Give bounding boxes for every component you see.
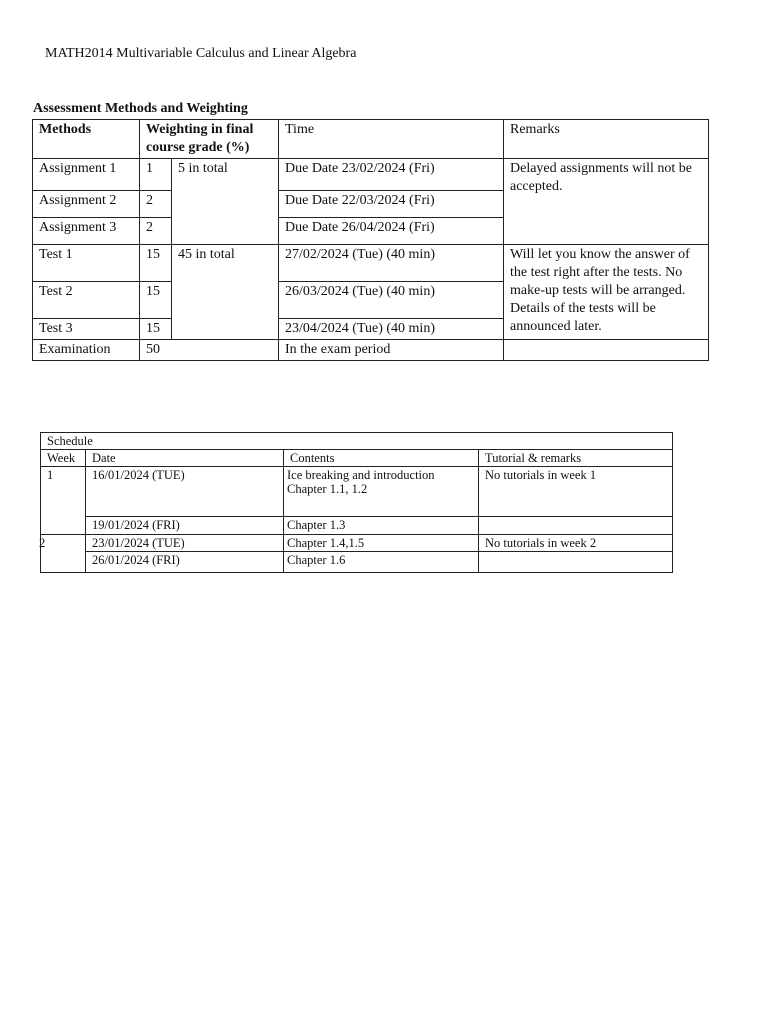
table-row — [33, 245, 709, 282]
week-cell: 1 — [41, 467, 86, 535]
tests-total-cell: 45 in total — [172, 245, 279, 340]
schedule-header-row — [41, 450, 673, 467]
method-cell: Assignment 3 — [33, 218, 140, 245]
contents-cell: Chapter 1.6 — [284, 552, 479, 573]
time-cell: 23/04/2024 (Tue) (40 min) — [279, 319, 504, 340]
time-cell: Due Date 22/03/2024 (Fri) — [279, 191, 504, 218]
assessment-header-row — [33, 120, 709, 159]
date-cell: 26/01/2024 (FRI) — [86, 552, 284, 573]
tutorial-cell — [479, 517, 673, 535]
weight-cell: 15 — [140, 245, 172, 282]
contents-cell — [284, 467, 479, 517]
date-header: Date — [86, 450, 284, 467]
method-cell: Examination — [33, 340, 140, 361]
assignments-total-cell: 5 in total — [172, 159, 279, 245]
date-cell: 19/01/2024 (FRI) — [86, 517, 284, 535]
method-cell: Test 2 — [33, 282, 140, 319]
schedule-title: Schedule — [41, 433, 673, 450]
table-row — [41, 535, 673, 552]
weighting-header: Weighting in final course grade (%) — [140, 120, 279, 159]
method-cell: Assignment 1 — [33, 159, 140, 191]
table-row — [33, 340, 709, 361]
remarks-cell — [504, 340, 709, 361]
table-row — [41, 467, 673, 517]
weight-cell: 2 — [140, 191, 172, 218]
tests-remark-cell: Will let you know the answer of the test right after the tests. No make-up tests will be arranged. Details of the tests will be announced later. — [504, 245, 709, 340]
weight-cell: 15 — [140, 282, 172, 319]
schedule-title-row — [41, 433, 673, 450]
methods-header: Methods — [33, 120, 140, 159]
course-title: MATH2014 Multivariable Calculus and Linear Algebra — [45, 46, 357, 61]
time-cell: Due Date 23/02/2024 (Fri) — [279, 159, 504, 191]
weight-cell: 15 — [140, 319, 172, 340]
time-cell: 26/03/2024 (Tue) (40 min) — [279, 282, 504, 319]
tutorial-header: Tutorial & remarks — [479, 450, 673, 467]
week-number: 2 — [39, 536, 46, 550]
table-row — [33, 159, 709, 191]
date-cell: 23/01/2024 (TUE) — [86, 535, 284, 552]
table-row — [41, 552, 673, 573]
contents-line: Chapter 1.1, 1.2 — [287, 482, 368, 496]
contents-line: Ice breaking and introduction — [287, 468, 435, 482]
remarks-header: Remarks — [504, 120, 709, 159]
schedule-table — [40, 432, 673, 573]
method-cell: Assignment 2 — [33, 191, 140, 218]
method-cell: Test 1 — [33, 245, 140, 282]
week-header: Week — [41, 450, 86, 467]
time-header: Time — [279, 120, 504, 159]
date-cell: 16/01/2024 (TUE) — [86, 467, 284, 517]
weight-cell: 2 — [140, 218, 172, 245]
time-cell: 27/02/2024 (Tue) (40 min) — [279, 245, 504, 282]
weight-cell: 1 — [140, 159, 172, 191]
contents-cell: Chapter 1.3 — [284, 517, 479, 535]
table-row — [41, 517, 673, 535]
tutorial-cell: No tutorials in week 2 — [479, 535, 673, 552]
assignments-remark-cell: Delayed assignments will not be accepted. — [504, 159, 709, 245]
tutorial-cell: No tutorials in week 1 — [479, 467, 673, 517]
time-cell: Due Date 26/04/2024 (Fri) — [279, 218, 504, 245]
contents-header: Contents — [284, 450, 479, 467]
weight-cell: 50 — [140, 340, 279, 361]
tutorial-cell — [479, 552, 673, 573]
time-cell: In the exam period — [279, 340, 504, 361]
assessment-heading: Assessment Methods and Weighting — [33, 101, 248, 116]
method-cell: Test 3 — [33, 319, 140, 340]
assessment-table — [32, 119, 709, 361]
week-cell — [41, 535, 86, 573]
contents-cell: Chapter 1.4,1.5 — [284, 535, 479, 552]
